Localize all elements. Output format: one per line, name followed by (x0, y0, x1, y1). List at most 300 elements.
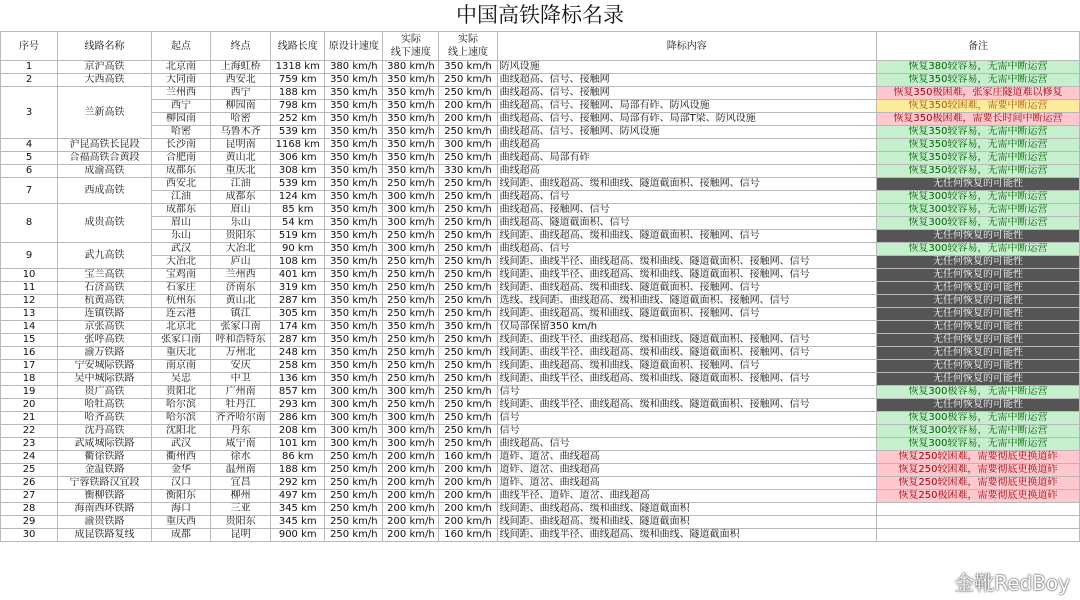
cell-design: 350 km/h (325, 282, 383, 295)
cell-to: 昆明南 (211, 139, 271, 152)
table-row (1, 87, 1080, 100)
cell-note: 恢复350较困难，需要中断运营 (876, 100, 1079, 113)
cell-note: 恢复250极困难，需要彻底更换道砟 (876, 490, 1079, 503)
cell-from: 汉口 (151, 477, 210, 490)
cell-len: 306 km (271, 152, 325, 165)
cell-to: 柳州 (211, 490, 271, 503)
col-header: 备注 (876, 32, 1079, 61)
cell-content: 曲线超高、信号 (497, 243, 876, 256)
cell-below: 300 km/h (383, 412, 439, 425)
cell-note (876, 503, 1079, 516)
cell-below: 380 km/h (383, 61, 439, 74)
cell-above: 250 km/h (439, 334, 497, 347)
cell-design: 250 km/h (325, 529, 383, 542)
cell-above: 160 km/h (439, 529, 497, 542)
cell-note: 恢复300较容易，无需中断运营 (876, 438, 1079, 451)
cell-from: 西安北 (151, 178, 210, 191)
cell-to: 兰州西 (211, 269, 271, 282)
cell-to: 柳园南 (211, 100, 271, 113)
cell-content: 线间距、曲线半径、曲线超高、缓和曲线、隧道截面积、接触网、信号 (497, 347, 876, 360)
table-row (1, 516, 1080, 529)
cell-from: 衡阳东 (151, 490, 210, 503)
cell-below: 200 km/h (383, 529, 439, 542)
cell-line: 兰新高铁 (58, 87, 152, 139)
cell-design: 250 km/h (325, 451, 383, 464)
cell-len: 539 km (271, 126, 325, 139)
cell-design: 300 km/h (325, 425, 383, 438)
cell-len: 108 km (271, 256, 325, 269)
cell-from: 金华 (151, 464, 210, 477)
cell-no: 20 (1, 399, 58, 412)
cell-above: 250 km/h (439, 269, 497, 282)
cell-from: 贵阳北 (151, 386, 210, 399)
cell-note: 恢复250较困难，需要彻底更换道砟 (876, 451, 1079, 464)
cell-content: 线间距、曲线超高、缓和曲线、隧道截面积、接触网、信号 (497, 282, 876, 295)
cell-note: 恢复350较容易，无需中断运营 (876, 126, 1079, 139)
cell-len: 345 km (271, 503, 325, 516)
cell-to: 哈密 (211, 113, 271, 126)
cell-from: 北京南 (151, 61, 210, 74)
cell-note: 无任何恢复的可能性 (876, 347, 1079, 360)
cell-design: 350 km/h (325, 230, 383, 243)
cell-len: 188 km (271, 87, 325, 100)
cell-above: 350 km/h (439, 321, 497, 334)
cell-no: 17 (1, 360, 58, 373)
cell-len: 305 km (271, 308, 325, 321)
table-row (1, 152, 1080, 165)
cell-below: 200 km/h (383, 516, 439, 529)
cell-from: 西宁 (151, 100, 210, 113)
cell-note: 恢复350极困难，张家庄隧道难以修复 (876, 87, 1079, 100)
cell-below: 250 km/h (383, 399, 439, 412)
cell-design: 350 km/h (325, 321, 383, 334)
cell-design: 300 km/h (325, 399, 383, 412)
cell-len: 90 km (271, 243, 325, 256)
cell-above: 250 km/h (439, 256, 497, 269)
cell-len: 287 km (271, 334, 325, 347)
cell-below: 350 km/h (383, 87, 439, 100)
cell-len: 519 km (271, 230, 325, 243)
cell-above: 200 km/h (439, 113, 497, 126)
cell-from: 合肥南 (151, 152, 210, 165)
cell-no: 5 (1, 152, 58, 165)
cell-content: 道砟、道岔、曲线超高 (497, 464, 876, 477)
table-row (1, 178, 1080, 191)
cell-below: 300 km/h (383, 204, 439, 217)
cell-from: 成都东 (151, 204, 210, 217)
cell-from: 哈密 (151, 126, 210, 139)
cell-to: 徐水 (211, 451, 271, 464)
cell-to: 济南东 (211, 282, 271, 295)
cell-from: 连云港 (151, 308, 210, 321)
cell-note: 恢复300极容易，无需中断运营 (876, 412, 1079, 425)
cell-design: 250 km/h (325, 477, 383, 490)
col-header: 起点 (151, 32, 210, 61)
railway-table (0, 31, 1080, 542)
cell-below: 350 km/h (383, 139, 439, 152)
cell-line: 武咸城际铁路 (58, 438, 152, 451)
cell-content: 曲线超高、信号 (497, 438, 876, 451)
cell-below: 200 km/h (383, 503, 439, 516)
cell-from: 衢州西 (151, 451, 210, 464)
table-row (1, 503, 1080, 516)
cell-content: 防风设施 (497, 61, 876, 74)
cell-design: 350 km/h (325, 295, 383, 308)
cell-no: 3 (1, 87, 58, 139)
cell-no: 13 (1, 308, 58, 321)
table-row (1, 529, 1080, 542)
cell-no: 9 (1, 243, 58, 269)
cell-below: 350 km/h (383, 165, 439, 178)
cell-len: 292 km (271, 477, 325, 490)
col-header: 原设计速度 (325, 32, 383, 61)
cell-above: 200 km/h (439, 516, 497, 529)
cell-from: 眉山 (151, 217, 210, 230)
watermark-text: 金靴RedBoy (954, 571, 1070, 595)
cell-from: 南京南 (151, 360, 210, 373)
cell-from: 乐山 (151, 230, 210, 243)
cell-line: 京张高铁 (58, 321, 152, 334)
cell-design: 350 km/h (325, 373, 383, 386)
cell-design: 300 km/h (325, 438, 383, 451)
cell-above: 350 km/h (439, 61, 497, 74)
cell-design: 300 km/h (325, 386, 383, 399)
col-header: 线路名称 (58, 32, 152, 61)
table-row (1, 321, 1080, 334)
cell-note: 无任何恢复的可能性 (876, 230, 1079, 243)
cell-below: 250 km/h (383, 295, 439, 308)
cell-below: 250 km/h (383, 334, 439, 347)
cell-below: 300 km/h (383, 386, 439, 399)
cell-from: 柳园南 (151, 113, 210, 126)
cell-from: 宝鸡南 (151, 269, 210, 282)
cell-note: 无任何恢复的可能性 (876, 399, 1079, 412)
cell-above: 200 km/h (439, 100, 497, 113)
cell-no: 25 (1, 464, 58, 477)
cell-from: 武汉 (151, 243, 210, 256)
cell-content: 线间距、曲线半径、曲线超高、缓和曲线、隧道截面积、接触网、信号 (497, 373, 876, 386)
cell-note: 恢复300较容易，无需中断运营 (876, 425, 1079, 438)
cell-below: 200 km/h (383, 477, 439, 490)
col-header: 序号 (1, 32, 58, 61)
cell-below: 350 km/h (383, 152, 439, 165)
cell-to: 西宁 (211, 87, 271, 100)
cell-note: 无任何恢复的可能性 (876, 295, 1079, 308)
table-row (1, 126, 1080, 139)
cell-no: 26 (1, 477, 58, 490)
table-row (1, 360, 1080, 373)
cell-above: 250 km/h (439, 230, 497, 243)
cell-content: 曲线超高、信号、接触网、局部有砟、局部T梁、防风设施 (497, 113, 876, 126)
table-row (1, 334, 1080, 347)
cell-len: 54 km (271, 217, 325, 230)
cell-len: 188 km (271, 464, 325, 477)
cell-content: 曲线超高、信号、接触网、防风设施 (497, 126, 876, 139)
cell-content: 仅局部保留350 km/h (497, 321, 876, 334)
cell-no: 1 (1, 61, 58, 74)
table-row (1, 61, 1080, 74)
cell-design: 350 km/h (325, 152, 383, 165)
cell-to: 大冶北 (211, 243, 271, 256)
cell-no: 6 (1, 165, 58, 178)
cell-line: 吴中城际铁路 (58, 373, 152, 386)
cell-content: 线间距、曲线半径、曲线超高、缓和曲线、隧道截面积、接触网、信号 (497, 256, 876, 269)
cell-note: 无任何恢复的可能性 (876, 308, 1079, 321)
cell-line: 成昆铁路复线 (58, 529, 152, 542)
cell-len: 101 km (271, 438, 325, 451)
cell-below: 200 km/h (383, 490, 439, 503)
cell-above: 250 km/h (439, 386, 497, 399)
cell-above: 250 km/h (439, 191, 497, 204)
cell-line: 贵广高铁 (58, 386, 152, 399)
cell-to: 贵阳东 (211, 230, 271, 243)
cell-to: 万州北 (211, 347, 271, 360)
cell-to: 广州南 (211, 386, 271, 399)
cell-below: 350 km/h (383, 74, 439, 87)
cell-content: 曲线超高、信号、接触网 (497, 87, 876, 100)
cell-above: 250 km/h (439, 74, 497, 87)
cell-len: 798 km (271, 100, 325, 113)
cell-line: 京沪高铁 (58, 61, 152, 74)
col-header: 终点 (211, 32, 271, 61)
cell-no: 16 (1, 347, 58, 360)
cell-above: 250 km/h (439, 412, 497, 425)
cell-note (876, 516, 1079, 529)
cell-below: 350 km/h (383, 126, 439, 139)
cell-design: 350 km/h (325, 139, 383, 152)
cell-content: 曲线超高、信号 (497, 191, 876, 204)
cell-below: 250 km/h (383, 347, 439, 360)
cell-no: 19 (1, 386, 58, 399)
cell-design: 350 km/h (325, 256, 383, 269)
cell-line: 衡柳铁路 (58, 490, 152, 503)
cell-above: 300 km/h (439, 139, 497, 152)
table-row (1, 191, 1080, 204)
cell-from: 兰州西 (151, 87, 210, 100)
cell-line: 宁安城际铁路 (58, 360, 152, 373)
cell-note: 恢复250较困难，需要彻底更换道砟 (876, 477, 1079, 490)
cell-below: 350 km/h (383, 100, 439, 113)
cell-content: 线间距、曲线超高、缓和曲线、隧道截面积 (497, 503, 876, 516)
cell-content: 线间距、曲线超高、缓和曲线、隧道截面积、接触网、信号 (497, 230, 876, 243)
cell-content: 信号 (497, 412, 876, 425)
cell-note: 无任何恢复的可能性 (876, 269, 1079, 282)
cell-line: 张呼高铁 (58, 334, 152, 347)
cell-to: 张家口南 (211, 321, 271, 334)
cell-from: 杭州东 (151, 295, 210, 308)
cell-design: 250 km/h (325, 516, 383, 529)
table-body (1, 61, 1080, 542)
cell-above: 200 km/h (439, 490, 497, 503)
cell-below: 200 km/h (383, 451, 439, 464)
cell-len: 86 km (271, 451, 325, 464)
header-row (1, 32, 1080, 61)
cell-below: 350 km/h (383, 113, 439, 126)
cell-line: 大西高铁 (58, 74, 152, 87)
cell-above: 250 km/h (439, 178, 497, 191)
cell-content: 曲线超高、隧道截面积、信号 (497, 217, 876, 230)
table-row (1, 243, 1080, 256)
table-row (1, 373, 1080, 386)
table-row (1, 113, 1080, 126)
cell-len: 319 km (271, 282, 325, 295)
cell-note (876, 529, 1079, 542)
cell-len: 286 km (271, 412, 325, 425)
cell-note: 恢复350极困难，需要长时间中断运营 (876, 113, 1079, 126)
cell-to: 温州南 (211, 464, 271, 477)
cell-line: 渝万铁路 (58, 347, 152, 360)
cell-note: 恢复300较容易，无需中断运营 (876, 217, 1079, 230)
cell-content: 曲线超高、局部有砟 (497, 152, 876, 165)
cell-from: 重庆北 (151, 347, 210, 360)
cell-no: 15 (1, 334, 58, 347)
cell-from: 哈尔滨 (151, 412, 210, 425)
table-row (1, 464, 1080, 477)
table-row (1, 438, 1080, 451)
cell-len: 258 km (271, 360, 325, 373)
cell-note: 恢复350较容易，无需中断运营 (876, 74, 1079, 87)
cell-line: 成贵高铁 (58, 204, 152, 243)
cell-design: 350 km/h (325, 308, 383, 321)
cell-from: 武汉 (151, 438, 210, 451)
cell-from: 重庆西 (151, 516, 210, 529)
table-row (1, 74, 1080, 87)
cell-design: 350 km/h (325, 100, 383, 113)
cell-content: 曲线超高、接触网、信号 (497, 204, 876, 217)
table-row (1, 451, 1080, 464)
cell-line: 宁蓉铁路汉宜段 (58, 477, 152, 490)
col-header: 降标内容 (497, 32, 876, 61)
cell-len: 759 km (271, 74, 325, 87)
cell-no: 30 (1, 529, 58, 542)
cell-line: 渝贵铁路 (58, 516, 152, 529)
cell-design: 350 km/h (325, 113, 383, 126)
cell-from: 北京北 (151, 321, 210, 334)
table-row (1, 399, 1080, 412)
cell-from: 哈尔滨 (151, 399, 210, 412)
cell-below: 250 km/h (383, 178, 439, 191)
cell-line: 杭黄高铁 (58, 295, 152, 308)
cell-note: 无任何恢复的可能性 (876, 334, 1079, 347)
cell-len: 287 km (271, 295, 325, 308)
cell-design: 350 km/h (325, 243, 383, 256)
cell-to: 黄山北 (211, 152, 271, 165)
table-row (1, 269, 1080, 282)
cell-design: 350 km/h (325, 204, 383, 217)
cell-to: 贵阳东 (211, 516, 271, 529)
cell-from: 吴忠 (151, 373, 210, 386)
cell-no: 24 (1, 451, 58, 464)
cell-below: 250 km/h (383, 373, 439, 386)
cell-below: 300 km/h (383, 425, 439, 438)
cell-to: 庐山 (211, 256, 271, 269)
cell-content: 线间距、曲线超高、缓和曲线、隧道截面积、接触网、信号 (497, 308, 876, 321)
cell-above: 160 km/h (439, 451, 497, 464)
cell-content: 曲线超高 (497, 139, 876, 152)
cell-from: 成都东 (151, 165, 210, 178)
cell-len: 401 km (271, 269, 325, 282)
cell-below: 250 km/h (383, 360, 439, 373)
cell-note: 无任何恢复的可能性 (876, 282, 1079, 295)
cell-note: 恢复300较容易，无需中断运营 (876, 243, 1079, 256)
cell-above: 250 km/h (439, 204, 497, 217)
cell-line: 海南西环铁路 (58, 503, 152, 516)
cell-line: 成渝高铁 (58, 165, 152, 178)
cell-to: 成都东 (211, 191, 271, 204)
table-row (1, 230, 1080, 243)
cell-line: 哈牡高铁 (58, 399, 152, 412)
cell-to: 上海虹桥 (211, 61, 271, 74)
cell-len: 85 km (271, 204, 325, 217)
cell-below: 300 km/h (383, 243, 439, 256)
cell-above: 250 km/h (439, 243, 497, 256)
table-row (1, 204, 1080, 217)
cell-len: 900 km (271, 529, 325, 542)
cell-below: 250 km/h (383, 269, 439, 282)
cell-design: 350 km/h (325, 191, 383, 204)
cell-content: 曲线超高、信号、接触网 (497, 74, 876, 87)
cell-note: 无任何恢复的可能性 (876, 178, 1079, 191)
cell-below: 250 km/h (383, 308, 439, 321)
cell-len: 308 km (271, 165, 325, 178)
cell-len: 1318 km (271, 61, 325, 74)
cell-content: 曲线超高 (497, 165, 876, 178)
cell-content: 线间距、曲线半径、曲线超高、缓和曲线、隧道截面积、接触网、信号 (497, 269, 876, 282)
cell-above: 250 km/h (439, 126, 497, 139)
cell-to: 呼和浩特东 (211, 334, 271, 347)
cell-content: 线间距、曲线半径、曲线超高、缓和曲线、隧道截面积、接触网、信号 (497, 334, 876, 347)
cell-note: 恢复300极容易，无需中断运营 (876, 386, 1079, 399)
cell-above: 250 km/h (439, 295, 497, 308)
cell-to: 西安北 (211, 74, 271, 87)
cell-no: 18 (1, 373, 58, 386)
col-header: 线路长度 (271, 32, 325, 61)
cell-no: 11 (1, 282, 58, 295)
cell-below: 350 km/h (383, 321, 439, 334)
cell-from: 大冶北 (151, 256, 210, 269)
cell-to: 乐山 (211, 217, 271, 230)
cell-to: 江油 (211, 178, 271, 191)
cell-content: 线间距、曲线超高、缓和曲线、隧道截面积、接触网、信号 (497, 360, 876, 373)
cell-above: 200 km/h (439, 503, 497, 516)
cell-note: 恢复350较容易，无需中断运营 (876, 152, 1079, 165)
table-row (1, 295, 1080, 308)
table-row (1, 139, 1080, 152)
cell-design: 350 km/h (325, 347, 383, 360)
cell-no: 28 (1, 503, 58, 516)
table-row (1, 425, 1080, 438)
cell-no: 23 (1, 438, 58, 451)
weibo-icon (928, 576, 950, 594)
cell-design: 250 km/h (325, 464, 383, 477)
table-row (1, 412, 1080, 425)
cell-above: 250 km/h (439, 425, 497, 438)
cell-design: 350 km/h (325, 178, 383, 191)
cell-below: 200 km/h (383, 464, 439, 477)
cell-from: 长沙南 (151, 139, 210, 152)
cell-above: 200 km/h (439, 477, 497, 490)
cell-content: 曲线半径、道砟、道岔、曲线超高 (497, 490, 876, 503)
cell-design: 250 km/h (325, 490, 383, 503)
cell-content: 线间距、曲线半径、曲线超高、缓和曲线、隧道截面积 (497, 529, 876, 542)
cell-from: 石家庄 (151, 282, 210, 295)
table-row (1, 490, 1080, 503)
cell-to: 中卫 (211, 373, 271, 386)
cell-line: 武九高铁 (58, 243, 152, 269)
cell-content: 线间距、曲线超高、缓和曲线、隧道截面积 (497, 516, 876, 529)
cell-len: 293 km (271, 399, 325, 412)
cell-line: 沈丹高铁 (58, 425, 152, 438)
